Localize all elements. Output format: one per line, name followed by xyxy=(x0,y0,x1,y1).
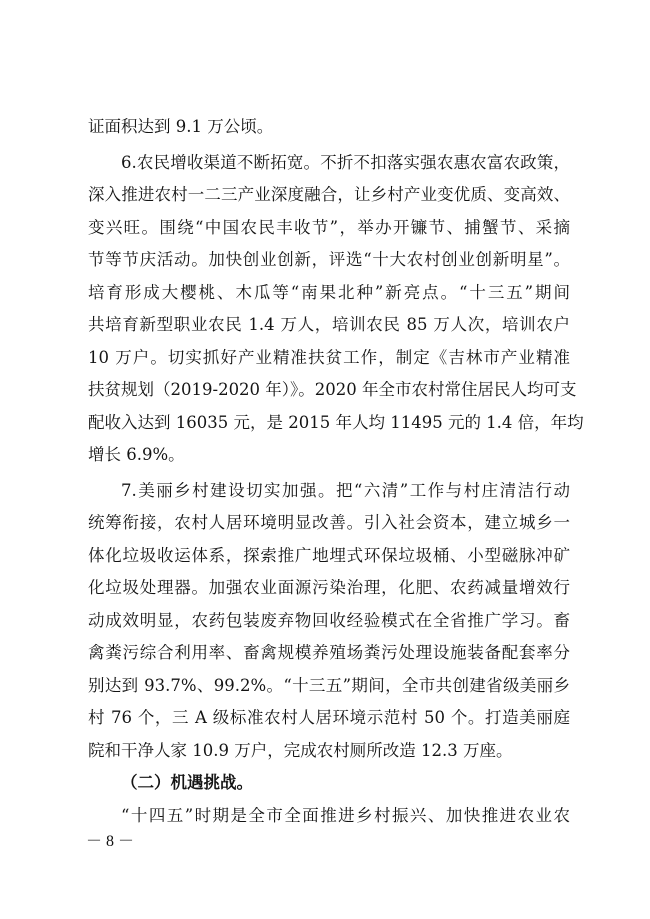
text-line: 变兴旺。围绕“中国农民丰收节”，举办开镰节、捕蟹节、采摘 xyxy=(88,217,570,237)
text-line: 培育形成大樱桃、木瓜等“南果北种”新亮点。“十三五”期间 xyxy=(88,282,570,302)
text-line: 村 76 个，三 A 级标准农村人居环境示范村 50 个。打造美丽庭 xyxy=(88,708,570,727)
section-heading: （二）机遇挑战。 xyxy=(121,773,253,792)
text-line: 共培育新型职业农民 1.4 万人，培训农民 85 万人次，培训农户 xyxy=(88,315,570,334)
text-line: 化垃圾处理器。加强农业面源污染治理，化肥、农药减量增效行 xyxy=(88,578,570,597)
paragraph-6-heading-line: 6.农民增收渠道不断拓宽。不折不扣落实强农惠农富农政策， xyxy=(121,152,570,172)
text-line: 禽粪污综合利用率、畜禽规模养殖场粪污处理设施装备配套率分 xyxy=(88,643,570,662)
text-line: 动成效明显，农药包装废弃物回收经验模式在全省推广学习。畜 xyxy=(88,610,570,630)
text-line: “十四五”时期是全市全面推进乡村振兴、加快推进农业农 xyxy=(121,805,570,825)
text-line: 统筹衔接，农村人居环境明显改善。引入社会资本，建立城乡一 xyxy=(88,513,570,532)
page-number: － 8 － xyxy=(86,833,135,850)
body-text xyxy=(88,111,584,832)
paragraph-7-heading-line: 7.美丽乡村建设切实加强。把“六清”工作与村庄清洁行动 xyxy=(121,480,570,500)
text-line: 10 万户。切实抓好产业精准扶贫工作，制定《吉林市产业精准 xyxy=(88,347,570,367)
text-line: 扶贫规划（2019-2020 年）》。2020 年全市农村常住居民人均可支 xyxy=(88,380,577,399)
text-line: 院和干净人家 10.9 万户，完成农村厕所改造 12.3 万座。 xyxy=(88,740,513,760)
text-line: 增长 6.9%。 xyxy=(88,445,185,464)
text-line: 证面积达到 9.1 万公顷。 xyxy=(88,117,274,136)
text-line: 深入推进农村一二三产业深度融合，让乡村产业变优质、变高效、 xyxy=(88,185,570,204)
text-line: 体化垃圾收运体系，探索推广地埋式环保垃圾桶、小型磁脉冲矿 xyxy=(88,545,570,565)
text-line: 配收入达到 16035 元，是 2015 年人均 11495 元的 1.4 倍，年均 xyxy=(88,412,584,432)
text-line: 别达到 93.7%、99.2%。“十三五”期间，全市共创建省级美丽乡 xyxy=(88,675,570,695)
text-line: 节等节庆活动。加快创业创新，评选“十大农村创业创新明星”。 xyxy=(88,250,570,269)
